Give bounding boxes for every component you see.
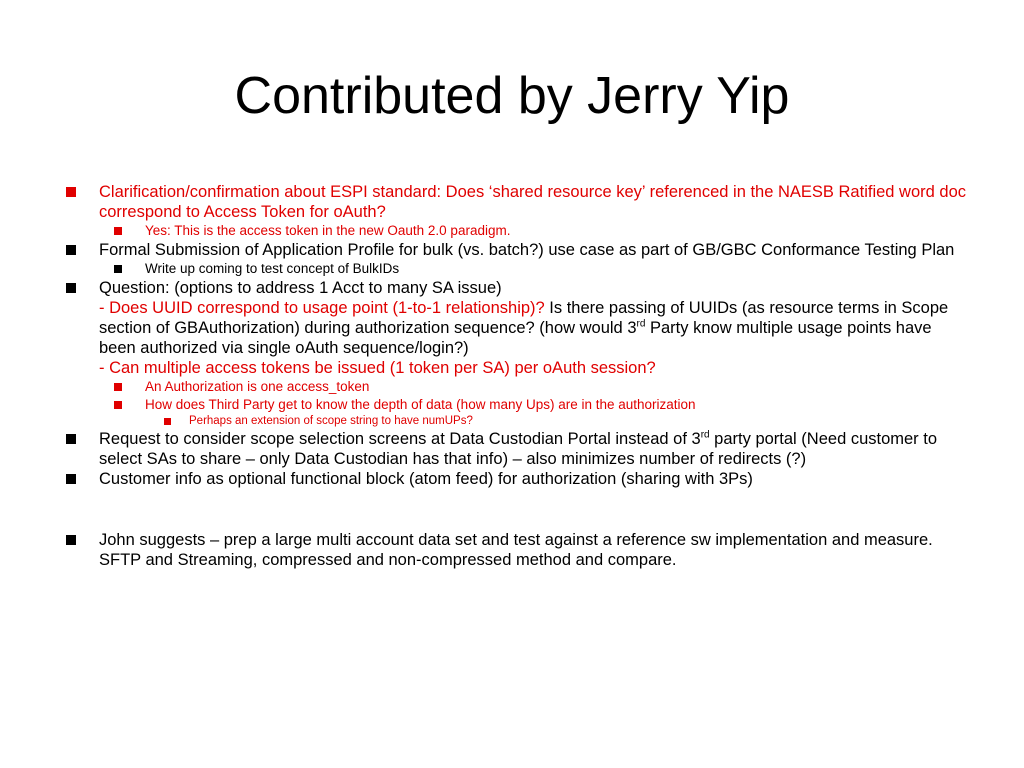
bullet-3-line-1: Question: (options to address 1 Acct to many SA issue) [99,279,502,297]
square-bullet-icon [66,474,76,484]
bullet-3-sub-2-sub-1 [62,414,972,429]
square-bullet-icon [66,245,76,255]
square-bullet-icon [114,265,122,273]
bullet-2-sub-1 [62,260,972,278]
square-bullet-icon [66,535,76,545]
bullet-5-text: Customer info as optional functional block (atom feed) for authorization (sharing with 3Ps) [99,470,753,488]
slide-title: Contributed by Jerry Yip [234,67,790,125]
bullet-3-sub-1 [62,378,972,396]
bullet-4-text-b: party portal (Need customer to select SAs to share – only Data Custodian has that info) – also minimizes number of redirects (?) [99,430,938,468]
bullet-2-text: Formal Submission of Application Profile for bulk (vs. batch?) use case as part of GB/GBC Conformance Testing Plan [99,241,955,259]
bullet-3-question-2: - Can multiple access tokens be issued (1 token per SA) per oAuth session? [99,359,656,377]
bullet-1-text: Clarification/confirmation about ESPI standard: Does ‘shared resource key’ referenced in the NAESB Ratified word doc correspond to Access Token for oAuth? [99,183,966,221]
bullet-3-sub-2-sub-1-text: Perhaps an extension of scope string to have numUPs? [189,415,473,427]
bullet-1-sub-1-text: Yes: This is the access token in the new Oauth 2.0 paradigm. [145,223,511,238]
bullet-3-question-1 [99,298,972,358]
square-bullet-icon [164,418,171,425]
bullet-4 [62,429,972,469]
bullet-6 [62,530,972,570]
bullet-3 [62,278,972,378]
spacer [62,489,972,530]
bullet-3-sub-1-text: An Authorization is one access_token [145,379,370,394]
bullet-4-text-a: Request to consider scope selection screens at Data Custodian Portal instead of 3 [99,430,701,448]
bullet-1-sub-1 [62,222,972,240]
question-1-rest-a: Is there passing of UUIDs (as resource terms in Scope section of GBAuthorization) during authorization sequence? (how would 3 [99,299,949,337]
square-bullet-icon [114,401,122,409]
square-bullet-icon [66,283,76,293]
bullet-3-sub-2-text: How does Third Party get to know the depth of data (how many Ups) are in the authorization [145,397,696,412]
bullet-3-sub-2 [62,396,972,414]
bullet-1 [62,182,972,222]
question-1-rest-b: Party know multiple usage points have been authorized via single oAuth sequence/login?) [99,319,932,357]
square-bullet-icon [66,434,76,444]
square-bullet-icon [114,383,122,391]
question-1-text: - Does UUID correspond to usage point (1-to-1 relationship)? [99,299,545,317]
superscript-rd: rd [700,429,710,441]
bullet-2-sub-1-text: Write up coming to test concept of BulkIDs [145,261,400,276]
square-bullet-icon [114,227,122,235]
square-bullet-icon [66,187,76,197]
slide-body [62,182,972,570]
bullet-2 [62,240,972,260]
superscript-rd: rd [636,318,646,330]
bullet-6-text: John suggests – prep a large multi account data set and test against a reference sw implementation and measure. SFTP and Streaming, compressed and non-compressed method and compare. [99,531,933,569]
bullet-5 [62,469,972,489]
